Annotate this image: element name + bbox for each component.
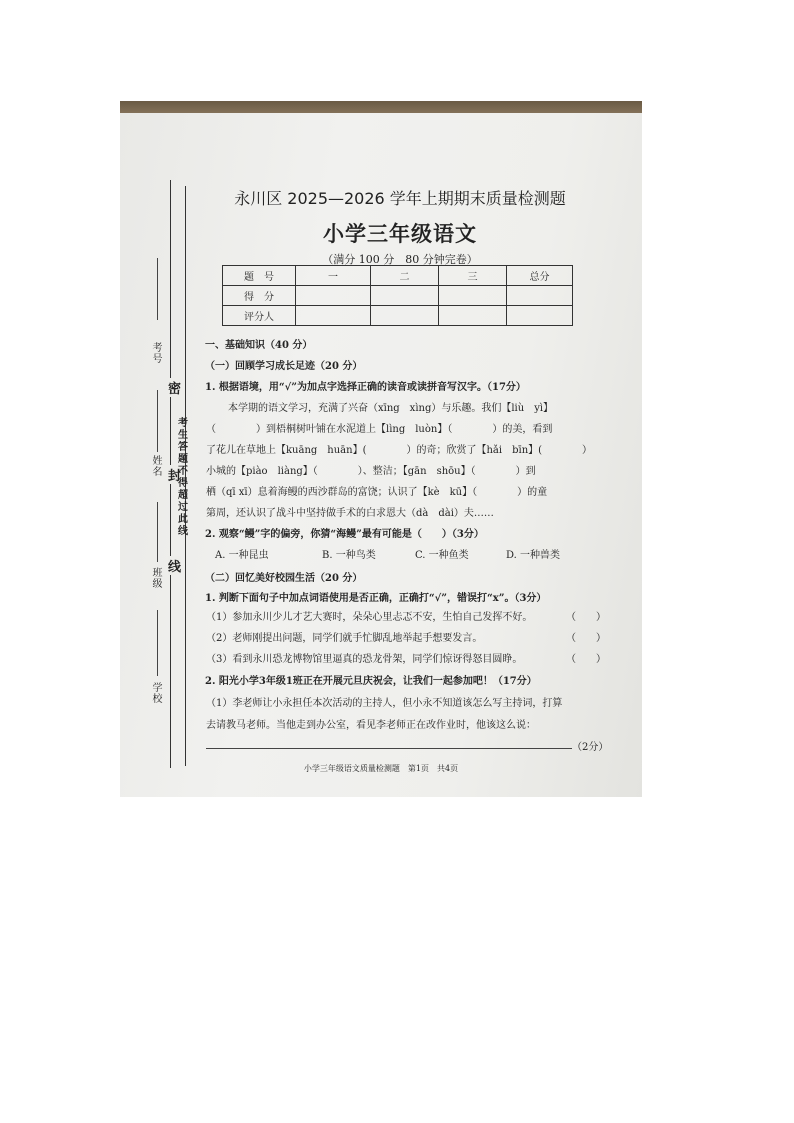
exam-number-label: 考号 [150,342,161,364]
q1-text-line: （ ）到梧桐树叶铺在水泥道上【lìng luòn】（ ）的美，看到 [206,424,553,435]
grader-cell[interactable] [507,306,573,326]
binding-note: 考生答题不得超过此线 [178,418,188,537]
part1-q2-title: 2. 观察“鳗”字的偏旁，你猜“海鳗”最有可能是（ ）（3分） [205,529,484,540]
answer-line[interactable] [206,748,572,749]
exam-info: （满分 100 分 80 分钟完卷） [322,253,478,266]
q1-text-line: 小城的【piào liàng】（ ）、整洁；【gān shōu】（ ）到 [206,466,536,477]
grader-cell[interactable] [296,306,371,326]
exam-title: 永川区 2025—2026 学年上期期末质量检测题 [234,189,566,208]
score-cell[interactable] [371,286,439,306]
score-table-row-label: 得 分 [223,286,296,306]
score-cell[interactable] [439,286,507,306]
name-label: 姓名 [150,455,161,477]
judge-item-text: （3）看到永川恐龙博物馆里逼真的恐龙骨架，同学们惊讶得怒目圆睁。 [206,654,523,665]
q2-option-c: C. 一种鱼类 [415,550,469,561]
judge-answer-bracket[interactable]: （ ） [566,612,606,623]
q1-text-line: 栖（qī xī）息着海鳗的西沙群岛的富饶；认识了【kè kū】（ ）的童 [206,487,548,498]
q2-option-a: A. 一种昆虫 [215,550,269,561]
part2-heading: （二）回忆美好校园生活（20 分） [205,573,363,584]
exam-subject: 小学三年级语文 [323,221,477,246]
score-table-header-cell: 题 号 [223,266,296,286]
q1-text-line: 本学期的语文学习，充满了兴奋（xīng xìng）与乐趣。我们【liù yì】 [228,403,554,414]
judge-answer-bracket[interactable]: （ ） [566,654,606,665]
class-blank [157,502,158,562]
judge-item-text: （1）参加永川少儿才艺大赛时，朵朵心里忐忑不安，生怕自己发挥不好。 [206,612,533,623]
score-table-row-label: 评分人 [223,306,296,326]
part2-q2-title: 2. 阳光小学3年级1班正在开展元旦庆祝会，让我们一起参加吧！（17分） [205,676,537,687]
q1-text-line: 第周，还认识了战斗中坚持做手术的白求恩大（dà dài）夫…… [206,508,494,519]
part2-q1-title: 1. 判断下面句子中加点词语使用是否正确，正确打“√”，错误打“x”。（3分） [205,593,547,604]
score-table-row [223,286,573,306]
score-table-header-cell: 三 [439,266,507,286]
school-label: 学校 [150,682,161,704]
part2-q2-line: （1）李老师让小永担任本次活动的主持人，但小永不知道该怎么写主持词，打算 [206,698,563,709]
section1-heading: 一、基础知识（40 分） [205,340,313,351]
part1-q1-title: 1. 根据语境，用“√”为加点字选择正确的读音或读拼音写汉字。（17分） [205,382,526,393]
seal-char-mi: 密 [168,378,181,397]
q2-option-b: B. 一种鸟类 [322,550,376,561]
name-blank [157,390,158,452]
q2-option-d: D. 一种兽类 [506,550,561,561]
part1-heading: （一）回顾学习成长足迹（20 分） [205,361,363,372]
judge-item-text: （2）老师刚提出问题，同学们就手忙脚乱地举起手想要发言。 [206,633,483,644]
q1-text-line: 了花儿在草地上【kuāng huān】( ）的奇；欣赏了【hǎi bīn】( ） [206,445,593,456]
exam-number-blank [157,258,158,320]
score-table-header-row [223,266,573,286]
score-table [222,265,573,326]
answer-points: （2分） [572,742,609,753]
grader-cell[interactable] [439,306,507,326]
page-footer: 小学三年级语文质量检测题 第1页 共4页 [303,764,459,773]
part2-q2-line: 去请教马老师。当他走到办公室，看见李老师正在改作业时，他该这么说： [206,720,536,731]
score-table-header-cell: 二 [371,266,439,286]
score-table-header-cell: 一 [296,266,371,286]
seal-char-feng: 封 [168,465,181,484]
class-label: 班级 [150,567,161,589]
judge-answer-bracket[interactable]: （ ） [566,633,606,644]
score-table-header-cell: 总分 [507,266,573,286]
grader-cell[interactable] [371,306,439,326]
seal-char-xian: 线 [168,556,181,575]
score-cell[interactable] [507,286,573,306]
score-table-row [223,306,573,326]
score-cell[interactable] [296,286,371,306]
school-blank [157,610,158,676]
